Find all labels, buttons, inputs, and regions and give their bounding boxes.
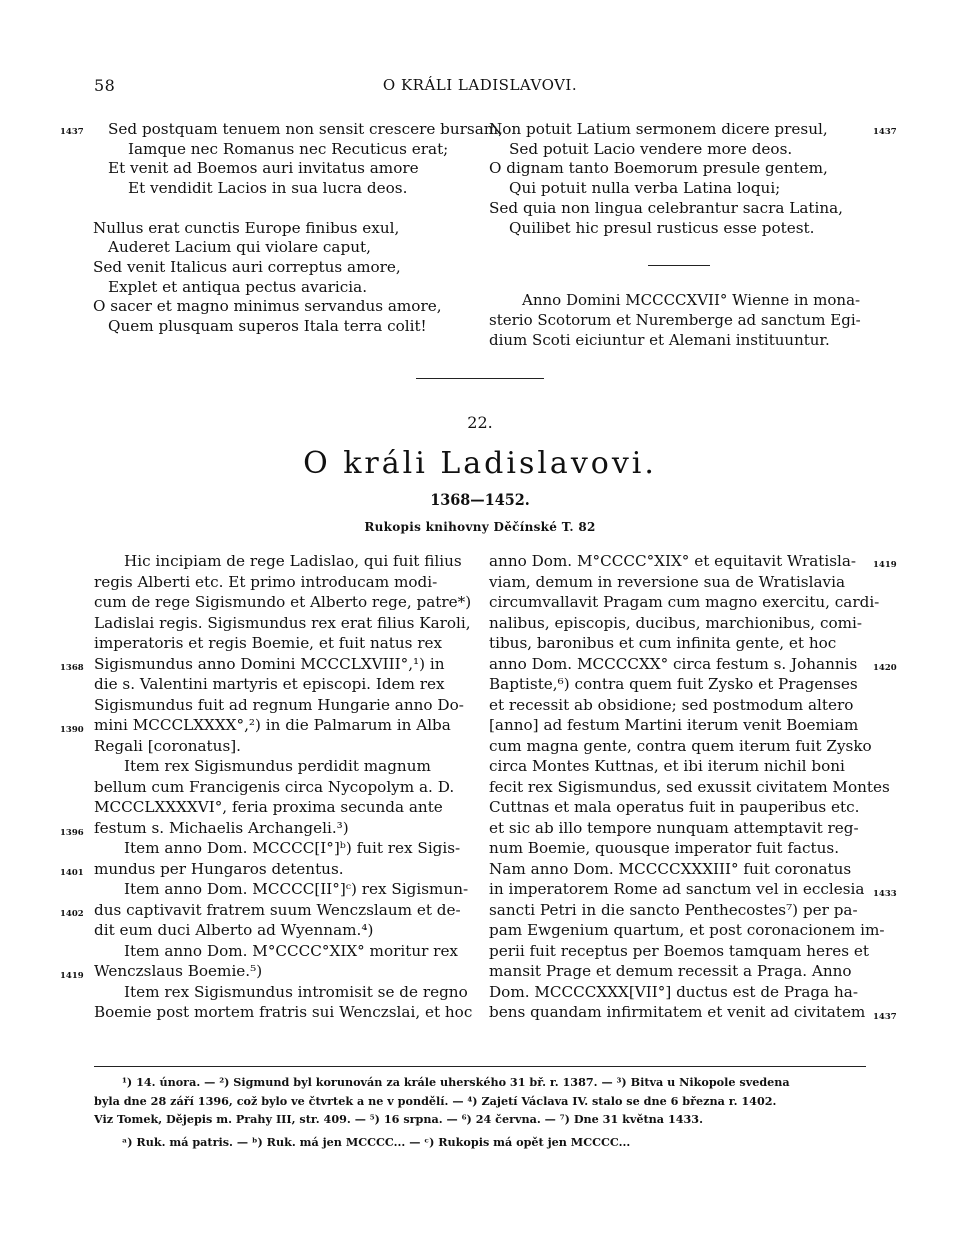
running-title: O KRÁLI LADISLAVOVI. [382, 76, 578, 94]
text-line: Sigismundus anno Domini MCCCLXVIII°,¹) in [94, 654, 445, 673]
text-line: num Boemie, quousque imperator fuit factus. [489, 839, 840, 857]
column-left [94, 551, 472, 1023]
margin-year: 1433 [873, 889, 897, 899]
margin-year: 1390 [60, 725, 84, 735]
text-line: mundus per Hungaros detentus. [94, 859, 344, 878]
text-line: mansit Prage et demum recessit a Praga. Anno [489, 962, 852, 980]
verse-line: Et vendidit Lacios in sua lucra deos. [128, 179, 408, 198]
text-line: MCCCLXXXXVI°, feria proxima secunda ante [94, 798, 443, 816]
footnote-line: ᵃ) Ruk. má patris. — ᵇ) Ruk. má jen MCCCC... — ᶜ) Rukopis má opět jen MCCCC... [122, 1134, 631, 1149]
text-line: dus captivavit fratrem suum Wenczslaum et de- [94, 900, 461, 919]
margin-year: 1437 [60, 127, 84, 137]
text-line: circa Montes Kuttnas, et ibi iterum nichil boni [489, 757, 845, 775]
text-line: anno Dom. M°CCCC°XIX° et equitavit Wratisla- [489, 552, 857, 570]
text-line: nalibus, episcopis, ducibus, marchionibus, comi- [489, 613, 862, 632]
text-line: Item anno Dom. MCCCC[II°]ᶜ) rex Sigismun- [124, 880, 469, 898]
verse-line: O dignam tanto Boemorum presule gentem, [489, 159, 828, 178]
text-line: [anno] ad festum Martini iterum venit Boemiam [489, 716, 859, 734]
margin-year: 1401 [60, 868, 84, 878]
text-line: Dom. MCCCCXXX[VII°] ductus est de Praga ha- [489, 982, 858, 1001]
section-years: 1368—1452. [430, 490, 530, 509]
footnote-rule [94, 1066, 866, 1067]
footnote-line: Viz Tomek, Dějepis m. Prahy III, str. 409. — ⁵) 16 srpna. — ⁶) 24 června. — ⁷) Dne 31 května 1433. [94, 1112, 703, 1126]
paragraph-line: sterio Scotorum et Nuremberge ad sanctum Egi- [489, 311, 861, 329]
verse-line: Quem plusquam superos Itala terra colit! [108, 317, 427, 336]
text-line: viam, demum in reversione sua de Wratislavia [489, 572, 846, 591]
footnotes [94, 1073, 874, 1151]
text-line: sancti Petri in die sancto Penthecostes⁷) per pa- [489, 900, 858, 919]
text-line: imperatoris et regis Boemie, et fuit natus rex [94, 634, 443, 652]
text-line: Item anno Dom. MCCCC[I°]ᵇ) fuit rex Sigis- [124, 839, 461, 857]
verse-line: Sed potuit Lacio vendere more deos. [509, 139, 793, 158]
text-line: bens quandam infirmitatem et venit ad civitatem [489, 1003, 866, 1021]
verse-line: Nullus erat cunctis Europe finibus exul, [93, 218, 400, 237]
text-line: Baptiste,⁶) contra quem fuit Zysko et Pragenses [489, 675, 858, 693]
verse-line: Sed venit Italicus auri correptus amore, [93, 257, 401, 276]
text-line: cum de rege Sigismundo et Alberto rege, patre*) [94, 593, 472, 611]
text-line: Regali [coronatus]. [94, 736, 241, 755]
short-rule [648, 265, 710, 266]
margin-year: 1368 [60, 663, 84, 673]
text-line: Cuttnas et mala operatus fuit in pauperibus etc. [489, 798, 860, 816]
text-line: et recessit ab obsidione; sed postmodum altero [489, 695, 854, 714]
text-line: Item rex Sigismundus perdidit magnum [124, 757, 431, 775]
text-line: perii fuit receptus per Boemos tamquam heres et [489, 941, 870, 960]
verse-line: Auderet Lacium qui violare caput, [108, 238, 371, 257]
text-line: et sic ab illo tempore nunquam attemptavit reg- [489, 818, 859, 837]
text-line: Boemie post mortem fratris sui Wenczslai, et hoc [94, 1003, 473, 1021]
note-paragraph [489, 290, 869, 350]
paragraph-line: Anno Domini MCCCCXVII° Wienne in mona- [522, 291, 861, 309]
text-line: dit eum duci Alberto ad Wyennam.⁴) [94, 921, 374, 939]
text-line: circumvallavit Pragam cum magno exercitu, cardi- [489, 593, 880, 611]
text-line: Hic incipiam de rege Ladislao, qui fuit filius [124, 552, 462, 570]
text-line: in imperatorem Rome ad sanctum vel in ecclesia [489, 880, 865, 898]
text-line: pam Ewgenium quartum, et post coronacionem im- [489, 921, 885, 939]
section-rule [416, 378, 544, 379]
margin-year: 1437 [873, 1012, 897, 1022]
text-line: Wenczslaus Boemie.⁵) [94, 962, 263, 980]
text-line: mini MCCCLXXXX°,²) in die Palmarum in Alba [94, 716, 451, 734]
text-line: bellum cum Francigenis circa Nycopolym a. D. [94, 777, 455, 796]
verse-line: Explet et antiqua pectus avaricia. [108, 277, 368, 296]
manuscript-source: Rukopis knihovny Děčínské T. 82 [364, 520, 596, 534]
text-line: anno Dom. MCCCCXX° circa festum s. Johannis [489, 654, 858, 673]
text-line: Ladislai regis. Sigismundus rex erat filius Karoli, [94, 613, 471, 632]
margin-year: 1437 [873, 127, 897, 137]
verse-line: Quilibet hic presul rusticus esse potest. [509, 218, 815, 237]
text-line: die s. Valentini martyris et episcopi. Idem rex [94, 675, 445, 693]
text-line: Item rex Sigismundus intromisit se de regno [124, 982, 468, 1001]
margin-year: 1419 [60, 971, 84, 981]
text-line: regis Alberti etc. Et primo introducam modi- [94, 572, 438, 591]
verse-line: O sacer et magno minimus servandus amore, [93, 297, 442, 316]
margin-year: 1419 [873, 560, 897, 570]
verse-stanza-gap [108, 199, 503, 219]
footnote-line: ¹) 14. února. — ²) Sigmund byl korunován za krále uherského 31 bř. r. 1387. — ³) Bitva u Nikopole svedena [122, 1075, 790, 1089]
verse-line: Sed postquam tenuem non sensit crescere bursam, [108, 120, 504, 138]
text-line: festum s. Michaelis Archangeli.³) [94, 818, 349, 837]
margin-year: 1420 [873, 663, 897, 673]
text-line: fecit rex Sigismundus, sed exussit civitatem Montes [489, 777, 890, 796]
footnote-line: byla dne 28 září 1396, což bylo ve čtvrtek a ne v pondělí. — ⁴) Zajetí Václava IV. stalo se dne 6 března r. 1402. [94, 1093, 777, 1108]
verse-right [489, 120, 843, 238]
page-number: 58 [94, 76, 116, 95]
verse-line: Non potuit Latium sermonem dicere presul, [489, 120, 828, 138]
section-title: O králi Ladislavovi. [303, 446, 657, 481]
verse-left [93, 120, 504, 337]
text-line: Nam anno Dom. MCCCCXXXIII° fuit coronatus [489, 859, 852, 878]
section-number: 22. [467, 413, 493, 432]
text-line: Item anno Dom. M°CCCC°XIX° moritur rex [124, 941, 458, 960]
margin-year: 1396 [60, 828, 84, 838]
text-line: cum magna gente, contra quem iterum fuit Zysko [489, 736, 872, 755]
verse-line: Qui potuit nulla verba Latina loqui; [509, 179, 781, 198]
verse-line: Et venit ad Boemos auri invitatus amore [108, 159, 419, 178]
margin-year: 1402 [60, 909, 84, 919]
text-line: tibus, baronibus et cum infinita gente, et hoc [489, 634, 837, 652]
verse-line: Sed quia non lingua celebrantur sacra Latina, [489, 198, 843, 217]
verse-line: Iamque nec Romanus nec Recuticus erat; [128, 139, 449, 158]
text-line: Sigismundus fuit ad regnum Hungarie anno Do- [94, 695, 464, 714]
paragraph-line: dium Scoti eiciuntur et Alemani instituuntur. [489, 331, 830, 349]
